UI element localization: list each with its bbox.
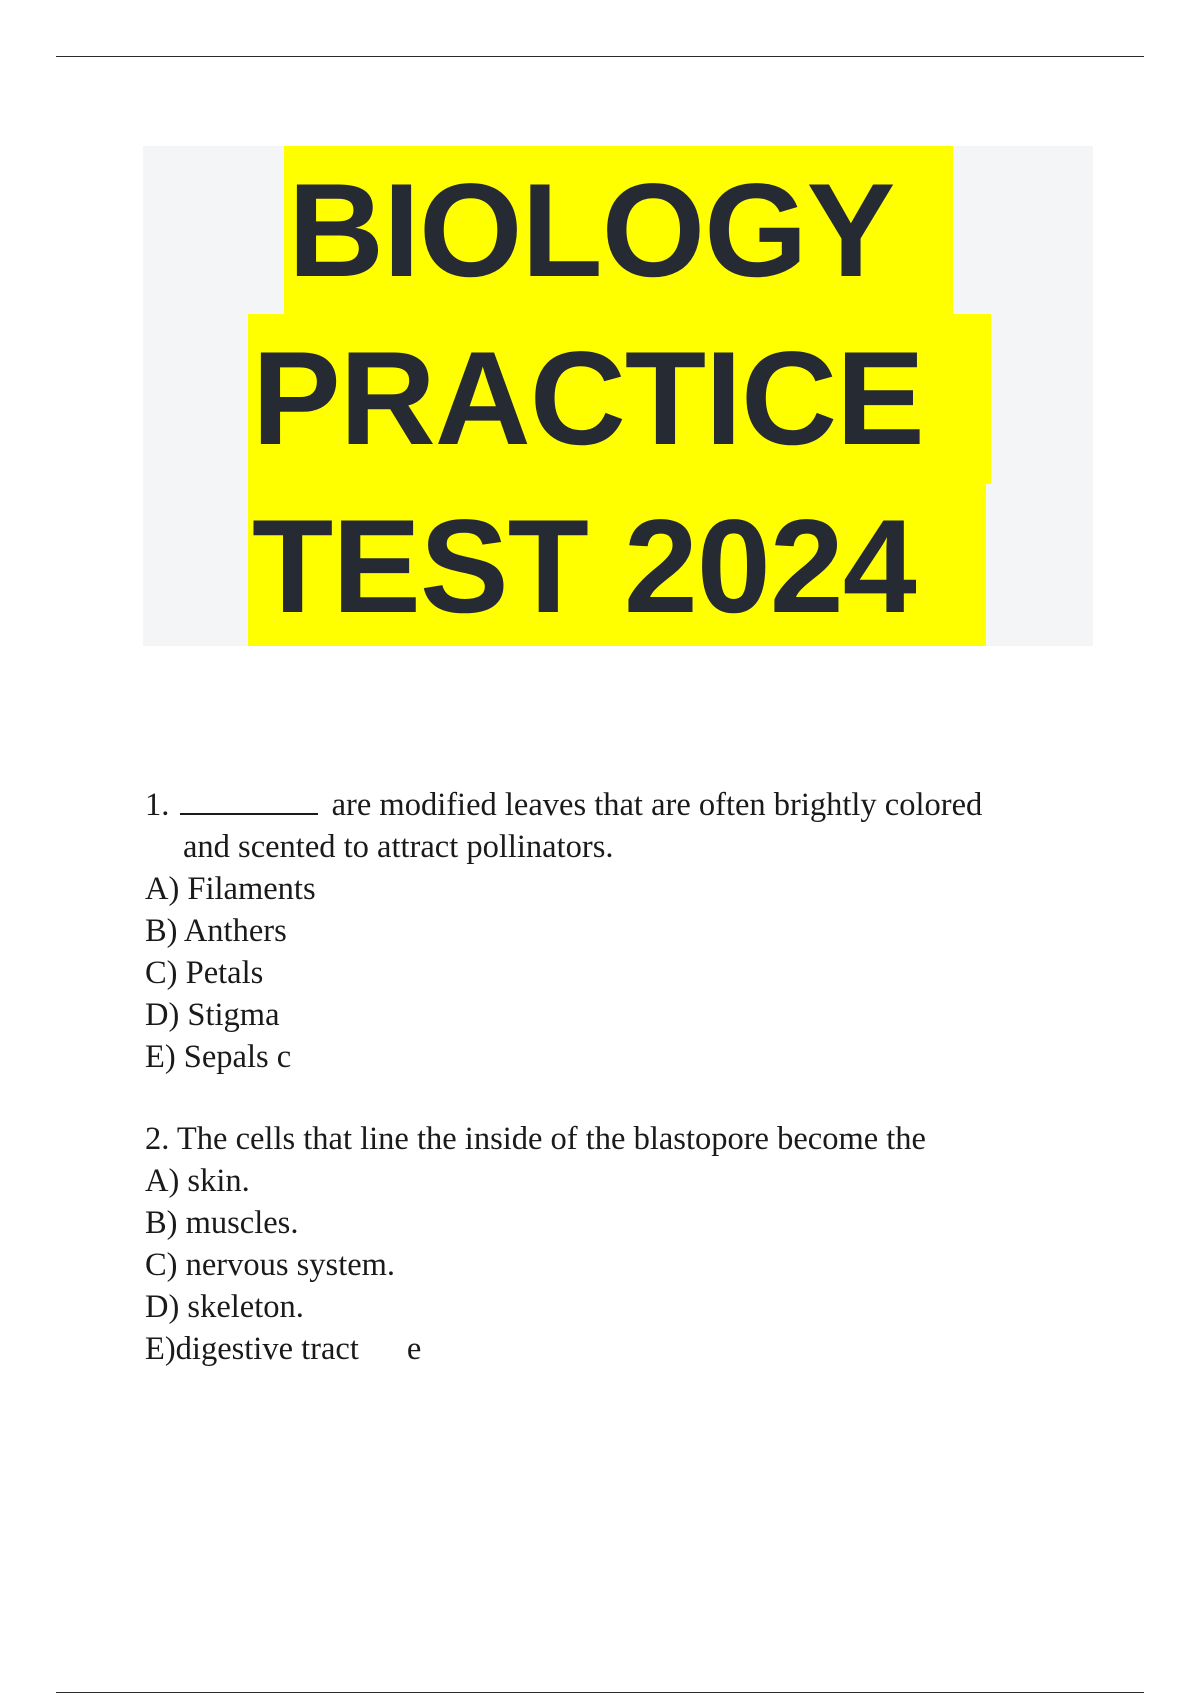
question-list	[145, 784, 1105, 1370]
option-a: A) skin.	[145, 1163, 250, 1199]
question-1-stem	[145, 784, 1105, 826]
question-1-options	[145, 868, 1105, 1078]
question-1	[145, 784, 1105, 1078]
option-b: B) Anthers	[145, 913, 287, 949]
question-1-text-continuation: and scented to attract pollinators.	[183, 829, 614, 865]
title-line-1: BIOLOGY	[284, 146, 953, 316]
fill-in-blank	[180, 787, 318, 815]
option-b: B) muscles.	[145, 1205, 299, 1241]
header-rule	[56, 56, 1144, 57]
question-1-number: 1.	[145, 787, 170, 823]
footer-rule	[56, 1692, 1144, 1693]
question-2-options	[145, 1160, 1105, 1370]
title-banner	[143, 146, 1093, 646]
question-2	[145, 1118, 1105, 1370]
title-line-2: PRACTICE	[248, 314, 991, 484]
question-2-number: 2.	[145, 1121, 170, 1157]
question-2-text: The cells that line the inside of the blastopore become the	[176, 1121, 926, 1157]
option-d: D) skeleton.	[145, 1289, 304, 1325]
option-e-text: E)digestive tract	[145, 1331, 359, 1367]
option-e: E) Sepals c	[145, 1039, 292, 1075]
option-c: C) nervous system.	[145, 1247, 396, 1283]
option-e	[145, 1328, 1105, 1370]
question-spacer	[145, 1078, 1105, 1118]
option-d: D) Stigma	[145, 997, 280, 1033]
question-2-stem	[145, 1118, 1105, 1160]
option-a: A) Filaments	[145, 871, 316, 907]
answer-mark: e	[406, 1331, 422, 1367]
question-1-text: are modified leaves that are often brightly colored	[331, 787, 983, 823]
option-c: C) Petals	[145, 955, 264, 991]
title-line-3: TEST 2024	[248, 482, 986, 646]
